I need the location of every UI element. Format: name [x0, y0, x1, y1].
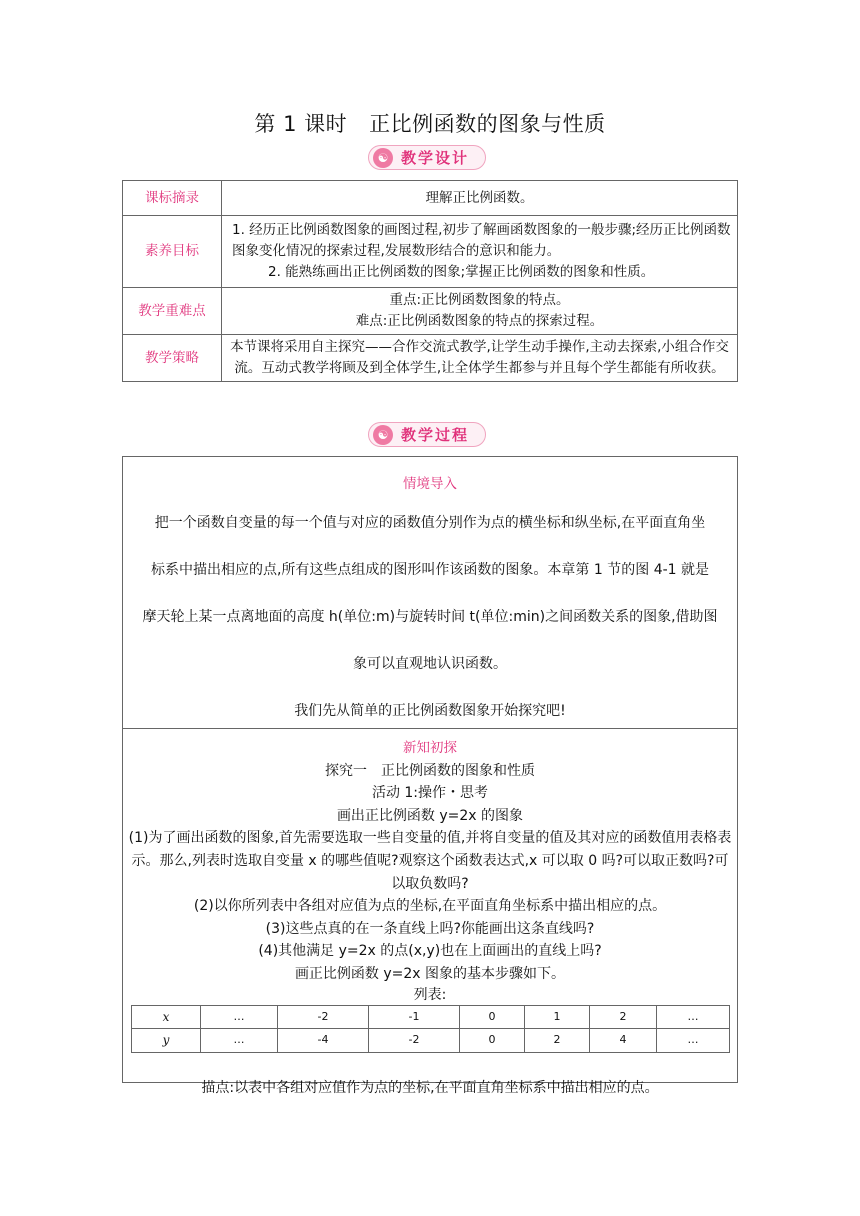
question-2: (2)以你所列表中各组对应值为点的坐标,在平面直角坐标系中描出相应的点。: [193, 898, 667, 915]
goal-1: 1. 经历正比例函数图象的画图过程,初步了解画函数图象的一般步骤;经历正比例函数图象变化情况的探索过程,发展数形结合的意识和能力。: [232, 222, 731, 259]
table-row: [123, 181, 738, 216]
x-label: x: [132, 1005, 201, 1029]
value-table: [131, 1005, 730, 1053]
table-cell: 1: [525, 1005, 590, 1029]
intro-section: [123, 457, 737, 729]
table-cell: …: [201, 1005, 278, 1029]
question-1: (1)为了画出函数的图象,首先需要选取一些自变量的值,并将自变量的值及其对应的函数值用表格表示。那么,列表时选取自变量 x 的哪些值呢?观察这个函数表达式,x 可以取 0 吗?可以取正数吗?可以取负数吗?: [128, 830, 732, 892]
table-cell: …: [201, 1029, 278, 1053]
design-banner: [368, 145, 486, 170]
row-content: 本节课将采用自主探究——合作交流式教学,让学生动手操作,主动去探索,小组合作交流。互动式教学将顾及到全体学生,让全体学生都参与并且每个学生都能有所收获。: [222, 335, 738, 382]
explore-section: [123, 729, 737, 1099]
table-row: [132, 1029, 730, 1053]
intro-heading: 情境导入: [403, 476, 457, 492]
page-title: [0, 108, 860, 138]
difficult-point: 难点:正比例函数图象的特点的探索过程。: [355, 313, 604, 329]
intro-line: 把一个函数自变量的每一个值与对应的函数值分别作为点的横坐标和纵坐标,在平面直角坐: [154, 515, 706, 531]
intro-line: 摩天轮上某一点离地面的高度 h(单位:m)与旋转时间 t(单位:min)之间函数关系的图象,借助图: [142, 609, 718, 625]
row-label: 课标摘录: [123, 181, 222, 216]
table-cell: 4: [590, 1029, 657, 1053]
row-content: 理解正比例函数。: [222, 181, 738, 216]
design-badge-icon: ☯: [373, 148, 393, 168]
intro-closing: 我们先从简单的正比例函数图象开始探究吧!: [294, 703, 566, 719]
table-cell: -2: [278, 1005, 369, 1029]
process-banner-label: 教学过程: [401, 426, 470, 444]
table-cell: …: [657, 1005, 730, 1029]
table-cell: 2: [525, 1029, 590, 1053]
list-label: 列表:: [413, 986, 447, 1003]
row-content: [222, 216, 738, 288]
intro-line: 象可以直观地认识函数。: [353, 656, 507, 672]
table-row: [123, 335, 738, 382]
steps-intro: 画正比例函数 y=2x 图象的基本步骤如下。: [294, 965, 566, 982]
table-cell: …: [657, 1029, 730, 1053]
y-label: y: [132, 1029, 201, 1053]
question-4: (4)其他满足 y=2x 的点(x,y)也在上面画出的直线上吗?: [258, 943, 602, 960]
table-cell: -1: [369, 1005, 460, 1029]
task-heading: 画出正比例函数 y=2x 的图象: [336, 807, 524, 824]
design-banner-label: 教学设计: [401, 149, 470, 167]
table-cell: -2: [369, 1029, 460, 1053]
table-row: [123, 216, 738, 288]
lesson-topic: 正比例函数的图象与性质: [369, 112, 606, 136]
process-banner: [368, 422, 486, 447]
process-badge-icon: ☯: [373, 425, 393, 445]
table-cell: 0: [460, 1029, 525, 1053]
table-row: [123, 288, 738, 335]
design-table: [122, 180, 738, 382]
row-content: [222, 288, 738, 335]
intro-line: 标系中描出相应的点,所有这些点组成的图形叫作该函数的图象。本章第 1 节的图 4-1 就是: [150, 562, 710, 578]
row-label: 教学策略: [123, 335, 222, 382]
table-cell: -4: [278, 1029, 369, 1053]
table-cell: 0: [460, 1005, 525, 1029]
question-3: (3)这些点真的在一条直线上吗?你能画出这条直线吗?: [265, 920, 595, 937]
key-point: 重点:正比例函数图象的特点。: [389, 292, 570, 308]
table-cell: 2: [590, 1005, 657, 1029]
activity-heading: 活动 1:操作・思考: [371, 785, 489, 802]
goal-2: 2. 能熟练画出正比例函数的图象;掌握正比例函数的图象和性质。: [268, 264, 655, 280]
explore-heading: 新知初探: [403, 740, 457, 756]
plot-step: 描点:以表中各组对应值作为点的坐标,在平面直角坐标系中描出相应的点。: [201, 1079, 659, 1096]
table-row: [132, 1005, 730, 1029]
row-label: 素养目标: [123, 216, 222, 288]
lesson-number: 第 1 课时: [254, 112, 348, 136]
explore-subheading: 探究一 正比例函数的图象和性质: [325, 762, 535, 779]
process-box: [122, 456, 738, 1096]
row-label: 教学重难点: [123, 288, 222, 335]
